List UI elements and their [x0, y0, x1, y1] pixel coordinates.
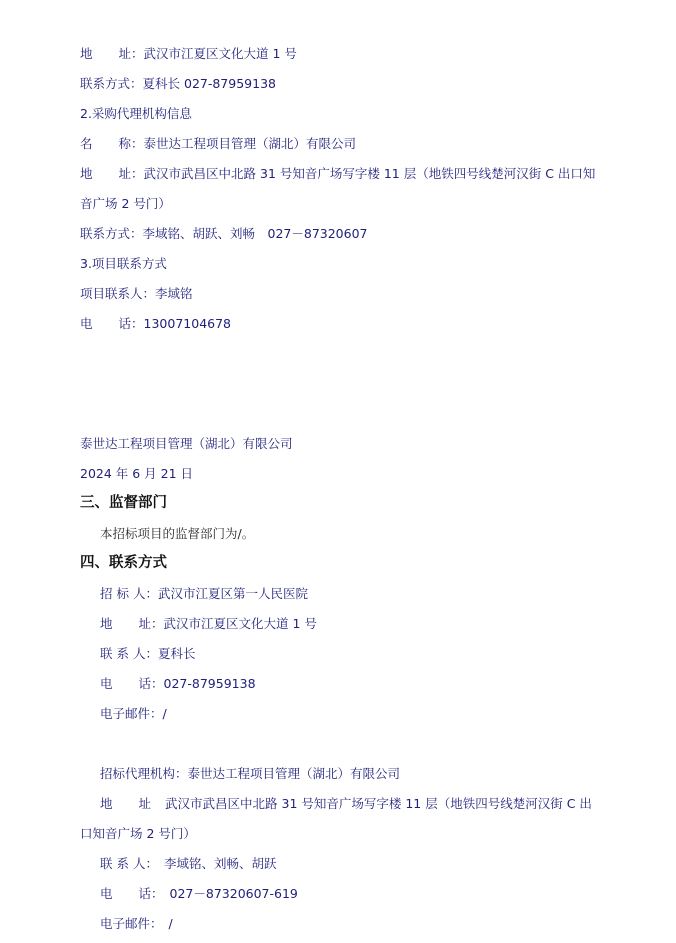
tenderer-email: / [162, 706, 167, 721]
purchaser-contact-line [80, 76, 276, 92]
agency-section-title: 2.采购代理机构信息 [80, 106, 192, 121]
contact-label: 联系方式： [80, 226, 143, 241]
address-label: 地 址： [100, 616, 164, 631]
agency-name: 泰世达工程项目管理（湖北）有限公司 [143, 136, 357, 151]
tenderer: 武汉市江夏区第一人民医院 [157, 586, 308, 601]
supervision-text: 本招标项目的监督部门为/。 [100, 526, 255, 541]
person-label: 项目联系人： [80, 286, 156, 301]
contacts-agency-contact-line [100, 856, 276, 872]
tenderer-contact-line [100, 646, 195, 662]
agency-address-1: 武汉市武昌区中北路 31 号知音广场写字楼 11 层（地铁四号线楚河汉街 C 出口知 [143, 166, 596, 181]
address-label: 地 址： [80, 46, 144, 61]
phone-label: 电 话： [80, 316, 144, 331]
email-label: 电子邮件： [100, 706, 163, 721]
phone-label: 电 话： [100, 886, 164, 901]
contacts-heading: 四、联系方式 [80, 555, 167, 571]
tenderer-address-line [100, 616, 317, 632]
email-label: 电子邮件： [100, 916, 163, 931]
contacts-agency-email-line [100, 916, 173, 932]
tenderer-email-line [100, 706, 167, 722]
project-contact-phone: 13007104678 [143, 316, 232, 331]
project-contact-phone-line [80, 316, 231, 332]
purchaser-contact: 夏科长 027-87959138 [142, 76, 276, 91]
project-contact-person: 李域铭 [155, 286, 193, 301]
contacts-agency-phone: 027－87320607-619 [169, 886, 298, 901]
project-contact-person-line [80, 286, 193, 302]
phone-label: 电 话： [100, 676, 164, 691]
agency-name-line [80, 136, 356, 152]
tenderer-phone-line [100, 676, 256, 692]
tenderer-address: 武汉市江夏区文化大道 1 号 [163, 616, 317, 631]
name-label: 名 称： [80, 136, 144, 151]
purchaser-address: 武汉市江夏区文化大道 1 号 [143, 46, 297, 61]
tenderer-contact: 夏科长 [157, 646, 196, 661]
purchaser-address-line [80, 46, 297, 62]
contacts-agency-address-line-1 [100, 796, 592, 812]
agency-address-line-2: 音广场 2 号门） [80, 196, 171, 211]
agency-contact: 李域铭、胡跃、刘畅 027－87320607 [142, 226, 368, 241]
tenderer-label: 招 标 人： [100, 586, 158, 601]
contacts-agency-email: / [168, 916, 173, 931]
contacts-agency-address-1: 武汉市武昌区中北路 31 号知音广场写字楼 11 层（地铁四号线楚河汉街 C 出 [165, 796, 592, 811]
signature-company: 泰世达工程项目管理（湖北）有限公司 [80, 436, 293, 451]
agency-contact-name-line [100, 766, 400, 782]
contacts-agency-name: 泰世达工程项目管理（湖北）有限公司 [187, 766, 401, 781]
agency-contact-line [80, 226, 368, 242]
contact-label: 联 系 人： [100, 856, 158, 871]
address-label: 地 址 [100, 796, 152, 811]
contacts-agency-phone-line [100, 886, 298, 902]
contacts-agency-contact: 李域铭、刘畅、胡跃 [163, 856, 277, 871]
supervision-heading: 三、监督部门 [80, 495, 167, 511]
agency-label: 招标代理机构： [100, 766, 188, 781]
address-label: 地 址： [80, 166, 144, 181]
signature-date: 2024 年 6 月 21 日 [80, 466, 194, 481]
tenderer-phone: 027-87959138 [163, 676, 256, 691]
agency-address-line-1 [80, 166, 595, 182]
project-contact-section-title: 3.项目联系方式 [80, 256, 167, 271]
contacts-agency-address-line-2: 口知音广场 2 号门） [80, 826, 196, 841]
contact-label: 联系方式： [80, 76, 143, 91]
tenderer-line [100, 586, 308, 602]
contact-label: 联 系 人： [100, 646, 158, 661]
